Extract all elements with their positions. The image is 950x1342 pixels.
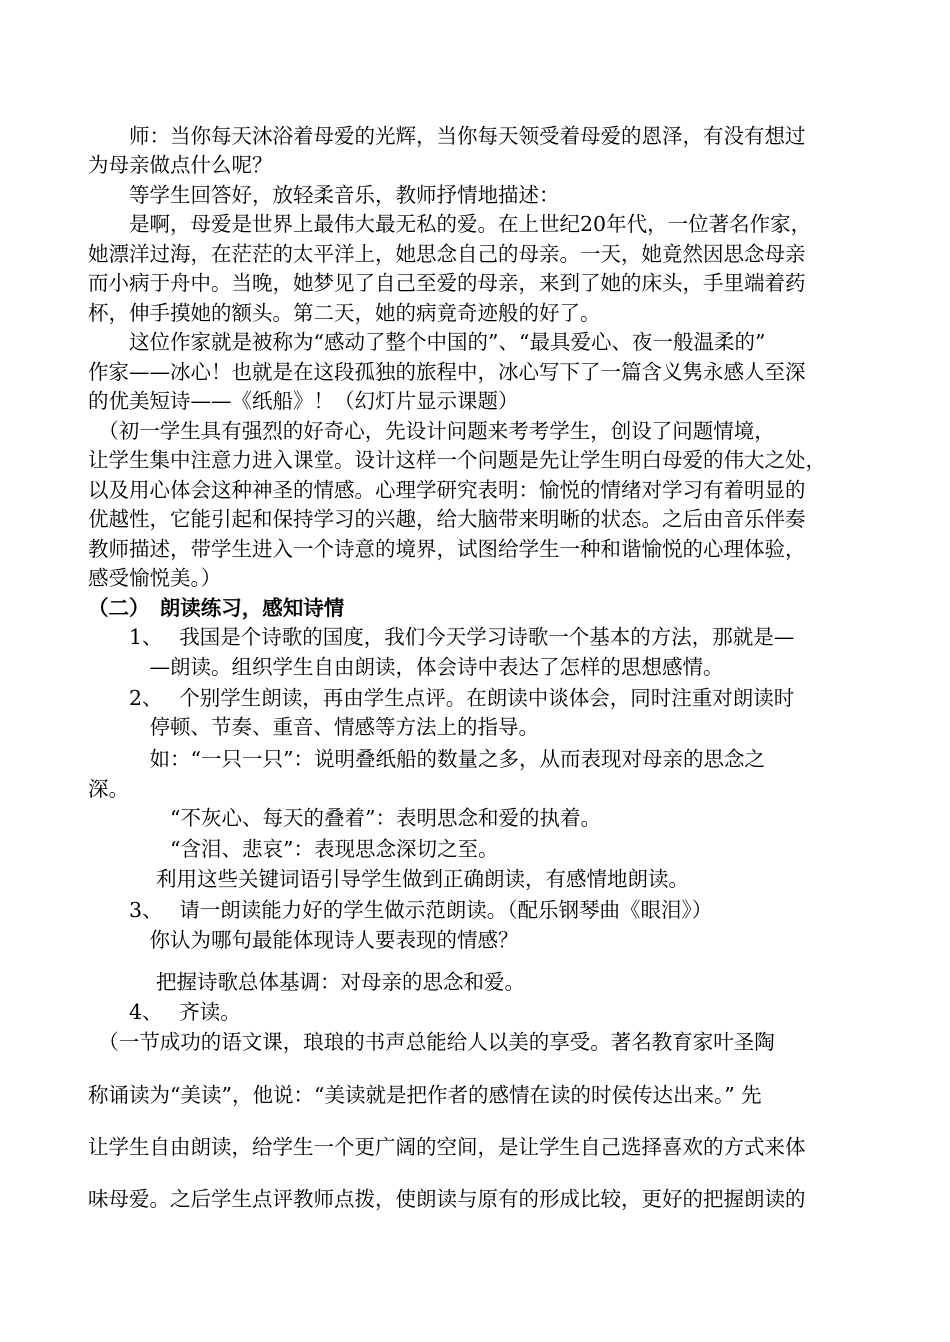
text-line: 师：当你每天沐浴着母爱的光辉，当你每天领受着母爱的恩泽，有没有想过: [88, 124, 806, 148]
text-line: 味母爱。之后学生点评教师点拨，使朗读与原有的形成比较，更好的把握朗读的: [88, 1187, 806, 1211]
text-line: 把握诗歌总体基调：对母亲的思念和爱。: [88, 970, 526, 994]
text-line: 而小病于舟中。当晚，她梦见了自己至爱的母亲，来到了她的床头，手里端着药: [88, 271, 806, 295]
text-line: “含泪、悲哀”：表现思念深切之至。: [88, 837, 499, 861]
text-line: “不灰心、每天的叠着”：表明思念和爱的执着。: [88, 806, 601, 830]
text-line: 是啊，母爱是世界上最伟大最无私的爱。在上世纪20年代，一位著名作家，: [88, 212, 812, 236]
text-line: 教师描述，带学生进入一个诗意的境界，试图给学生一种和谐愉悦的心理体验，: [88, 537, 806, 561]
section-heading: （二） 朗读练习，感知诗情: [88, 596, 345, 620]
text-line: 你认为哪句最能体现诗人要表现的情感？: [88, 928, 519, 952]
text-line: 让学生自由朗读，给学生一个更广阔的空间，是让学生自己选择喜欢的方式来体: [88, 1135, 806, 1159]
text-line: 为母亲做点什么呢？: [88, 153, 273, 177]
list-item-text: —朗读。组织学生自由朗读，体会诗中表达了怎样的思想感情。: [88, 655, 724, 679]
text-line: 的优美短诗——《纸船》！（幻灯片显示课题）: [88, 389, 519, 413]
text-line: 如：“一只一只”：说明叠纸船的数量之多，从而表现对母亲的思念之: [88, 747, 765, 771]
list-item-text: 3、 请一朗读能力好的学生做示范朗读。（配乐钢琴曲《眼泪》）: [88, 898, 713, 922]
text-line: 她漂洋过海，在茫茫的太平洋上，她思念自己的母亲。一天，她竟然因思念母亲: [88, 242, 806, 266]
text-line: 优越性，它能引起和保持学习的兴趣，给大脑带来明晰的状态。之后由音乐伴奏: [88, 507, 806, 531]
text-line: 利用这些关键词语引导学生做到正确朗读，有感情地朗读。: [88, 867, 690, 891]
list-item-text: 1、 我国是个诗歌的国度，我们今天学习诗歌一个基本的方法，那就是—: [88, 625, 795, 649]
list-item-text: 2、 个别学生朗读，再由学生点评。在朗读中谈体会，同时注重对朗读时: [88, 686, 795, 710]
text-line: （初一学生具有强烈的好奇心，先设计问题来考考学生，创设了问题情境，: [88, 419, 775, 443]
text-line: 深。: [88, 777, 129, 801]
list-item-text: 停顿、节奏、重音、情感等方法上的指导。: [88, 715, 539, 739]
text-line: 等学生回答好，放轻柔音乐，教师抒情地描述：: [88, 183, 560, 207]
text-line: 让学生集中注意力进入课堂。设计这样一个问题是先让学生明白母爱的伟大之处，: [88, 448, 826, 472]
text-line: 杯，伸手摸她的额头。第二天，她的病竟奇迹般的好了。: [88, 301, 601, 325]
text-line: （一节成功的语文课，琅琅的书声总能给人以美的享受。著名教育家叶圣陶: [88, 1030, 775, 1054]
text-line: 作家——冰心！也就是在这段孤独的旅程中，冰心写下了一篇含义隽永感人至深: [88, 360, 806, 384]
text-line: 称诵读为“美读”，他说：“美读就是把作者的感情在读的时侯传达出来。” 先: [88, 1083, 762, 1107]
text-line: 这位作家就是被称为“感动了整个中国的”、“最具爱心、夜一般温柔的”: [88, 330, 766, 354]
text-line: 以及用心体会这种神圣的情感。心理学研究表明：愉悦的情绪对学习有着明显的: [88, 478, 806, 502]
text-line: 感受愉悦美。）: [88, 566, 222, 590]
list-item-text: 4、 齐读。: [88, 1000, 241, 1024]
